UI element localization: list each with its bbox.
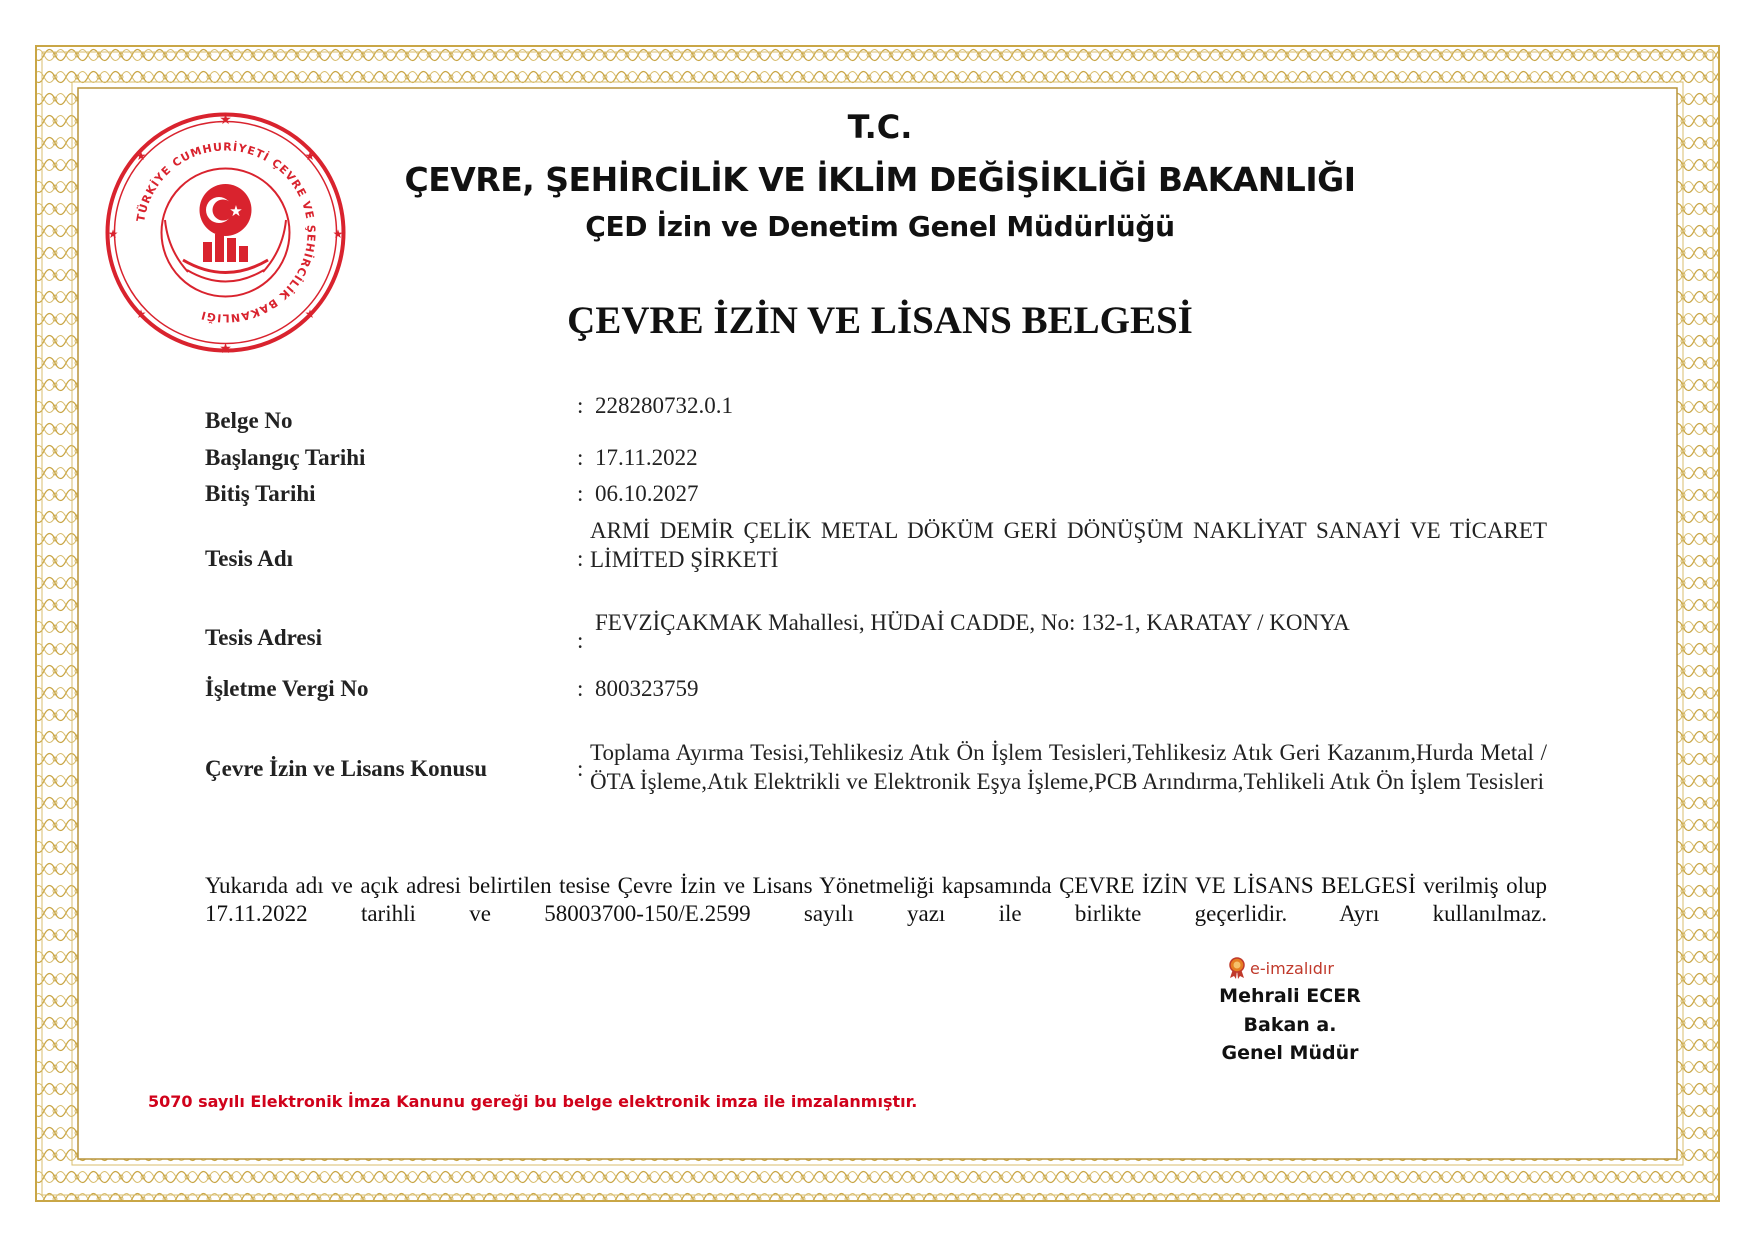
svg-text:★: ★ — [135, 307, 147, 321]
svg-text:★: ★ — [219, 341, 232, 355]
colon-tesis-adresi: : — [577, 628, 584, 653]
signer-name: Mehrali ECER — [1219, 985, 1361, 1007]
value-belge-no: 228280732.0.1 — [595, 393, 733, 418]
esign-label: e-imzalıdır — [1250, 958, 1334, 978]
svg-text:★: ★ — [304, 149, 316, 163]
colon-baslangic: : — [577, 445, 584, 470]
svg-text:★: ★ — [107, 227, 119, 241]
colon-tesis-adi: : — [577, 546, 584, 571]
label-bitis-tarihi: Bitiş Tarihi — [205, 481, 316, 506]
svg-text:★: ★ — [332, 227, 344, 241]
label-belge-no: Belge No — [205, 408, 293, 433]
esign-law-note: 5070 sayılı Elektronik İmza Kanunu gereği bu belge elektronik imza ile imzalanmıştır. — [148, 1092, 918, 1111]
document-title: ÇEVRE İZİN VE LİSANS BELGESİ — [567, 299, 1193, 342]
header-directorate: ÇED İzin ve Denetim Genel Müdürlüğü — [585, 210, 1175, 243]
value-bitis-tarihi: 06.10.2027 — [595, 481, 699, 506]
value-lisans-konusu: Toplama Ayırma Tesisi,Tehlikesiz Atık Ön İşlem Tesisleri,Tehlikesiz Atık Geri Kazanım,Hurda Metal /ÖTA İşleme,Atık Elektrikli ve Elektronik Eşya İşleme,PCB Arındırma,Tehlikeli Atık Ön İşlem Tesisleri — [590, 740, 1547, 794]
header-ministry: ÇEVRE, ŞEHİRCİLİK VE İKLİM DEĞİŞİKLİĞİ BAKANLIĞI — [404, 160, 1356, 199]
value-vergi-no: 800323759 — [595, 676, 699, 701]
colon-vergi-no: : — [577, 676, 584, 701]
label-vergi-no: İşletme Vergi No — [205, 676, 369, 701]
value-baslangic-tarihi: 17.11.2022 — [595, 445, 698, 470]
colon-konu: : — [577, 756, 584, 781]
validity-statement: Yukarıda adı ve açık adresi belirtilen tesise Çevre İzin ve Lisans Yönetmeliği kapsamında ÇEVRE İZİN VE LİSANS BELGESİ verilmiş olup 17.11.2022 tarihli ve 58003700-150/E.2599 sayılı yazı ile birlikte geçerlidir. Ayrı kullanılmaz. — [205, 873, 1547, 926]
value-tesis-adresi: FEVZİÇAKMAK Mahallesi, HÜDAİ CADDE, No: 132-1, KARATAY / KONYA — [595, 610, 1350, 635]
esign-badge — [1228, 957, 1334, 979]
svg-text:★: ★ — [229, 202, 243, 220]
label-baslangic-tarihi: Başlangıç Tarihi — [205, 445, 366, 470]
svg-text:★: ★ — [135, 149, 147, 163]
svg-text:★: ★ — [219, 112, 232, 128]
svg-text:TÜRKİYE CUMHURİYETİ ÇEVRE VE Ş: TÜRKİYE CUMHURİYETİ ÇEVRE VE ŞEHİRCİLİK BAKANLIĞI — [134, 140, 318, 325]
header-tc: T.C. — [847, 108, 913, 146]
label-tesis-adi: Tesis Adı — [205, 546, 294, 571]
colon-bitis: : — [577, 481, 584, 506]
value-tesis-adi: ARMİ DEMİR ÇELİK METAL DÖKÜM GERİ DÖNÜŞÜM NAKLİYAT SANAYİ VE TİCARET LİMİTED ŞİRKETİ — [590, 518, 1547, 572]
ministry-seal — [103, 110, 348, 355]
signer-title: Genel Müdür — [1221, 1042, 1359, 1064]
colon-belge-no: : — [577, 393, 584, 418]
signer-on-behalf: Bakan a. — [1243, 1014, 1337, 1036]
label-lisans-konusu: Çevre İzin ve Lisans Konusu — [205, 756, 488, 781]
svg-text:★: ★ — [304, 307, 316, 321]
label-tesis-adresi: Tesis Adresi — [205, 625, 322, 650]
ribbon-badge-icon — [1228, 957, 1246, 979]
